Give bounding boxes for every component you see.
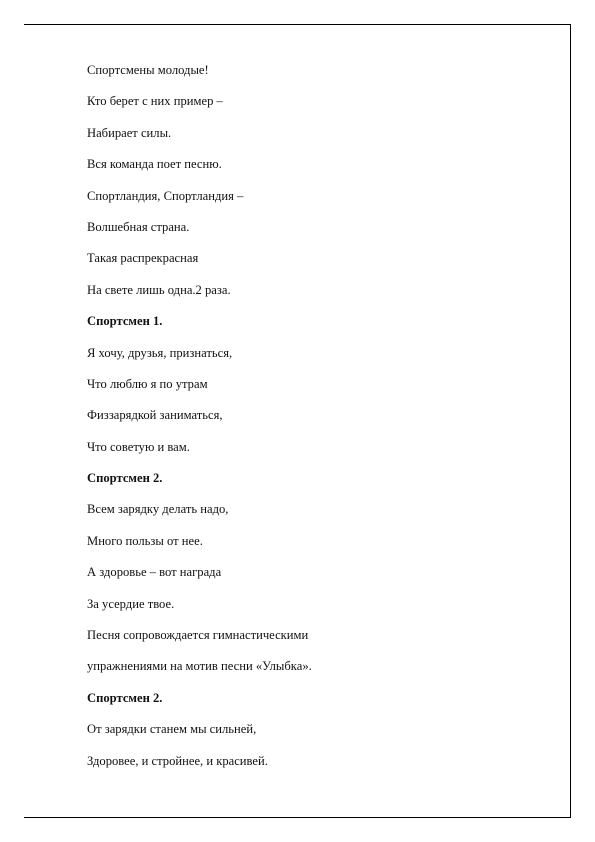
text-line-11: Что люблю я по утрам (87, 376, 208, 391)
text-line-13: Что советую и вам. (87, 439, 190, 454)
speaker-heading-2: Спортсмен 2. (87, 471, 163, 486)
text-line-23: Здоровее, и стройнее, и красивей. (87, 753, 268, 768)
speaker-heading-1: Спортсмен 1. (87, 314, 163, 329)
text-line-16: Много пользы от нее. (87, 533, 203, 548)
text-line-4: Вся команда поет песню. (87, 157, 222, 172)
text-line-20: упражнениями на мотив песни «Улыбка». (87, 659, 312, 674)
text-line-10: Я хочу, друзья, признаться, (87, 345, 233, 360)
text-line-18: За усердие твое. (87, 596, 175, 611)
speaker-heading-3: Спортсмен 2. (87, 690, 163, 705)
text-line-8: На свете лишь одна.2 раза. (87, 282, 231, 297)
text-line-19: Песня сопровождается гимнастическими (87, 628, 309, 643)
text-line-17: А здоровье – вот награда (87, 565, 222, 580)
text-line-15: Всем зарядку делать надо, (87, 502, 229, 517)
text-line-6: Волшебная страна. (87, 219, 190, 234)
text-line-1: Спортсмены молодые! (87, 63, 209, 77)
text-line-2: Кто берет с них пример – (87, 94, 223, 109)
text-line-5: Спортландия, Спортландия – (87, 188, 244, 203)
text-line-7: Такая распрекрасная (87, 251, 199, 266)
text-line-12: Физзарядкой заниматься, (87, 408, 223, 423)
text-line-3: Набирает силы. (87, 125, 172, 140)
poem-text-block (87, 62, 547, 784)
text-line-22: От зарядки станем мы сильней, (87, 722, 257, 737)
